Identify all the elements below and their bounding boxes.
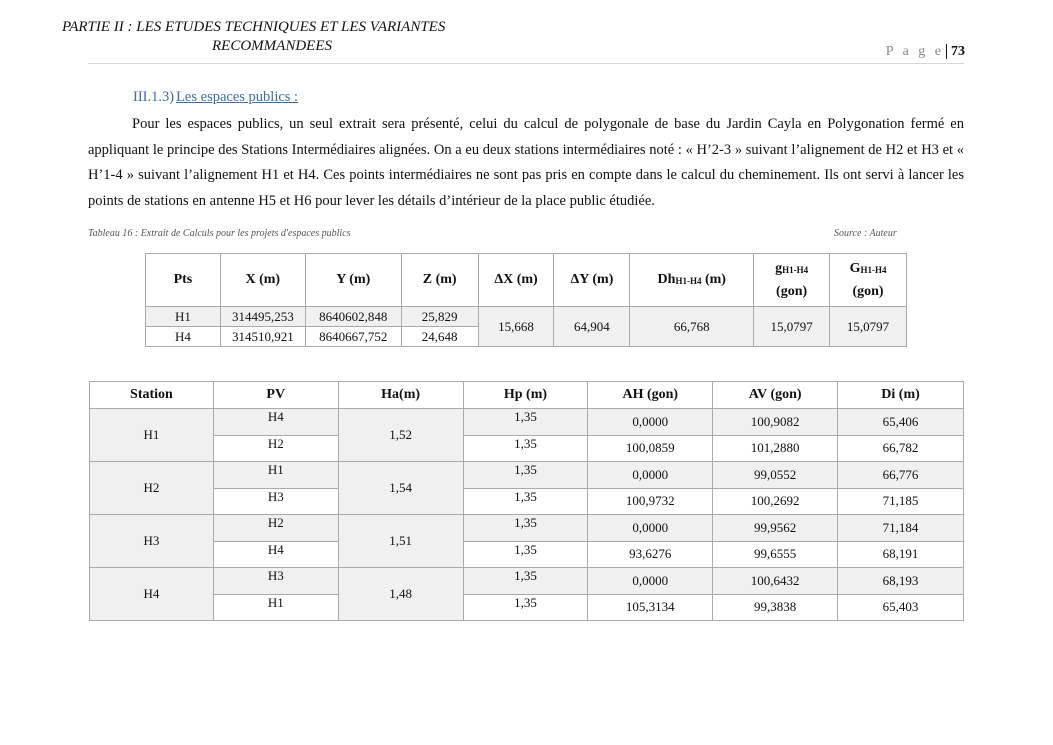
table-row — [90, 488, 964, 515]
table-source: Source : Auteur — [834, 228, 897, 239]
cell-hp: 1,35 — [463, 488, 588, 515]
cell-hp: 1,35 — [463, 409, 588, 436]
section-title: Les espaces publics : — [176, 89, 299, 105]
col-header-pts: Pts — [146, 254, 221, 307]
cell-di: 68,191 — [838, 541, 964, 568]
page-indicator — [886, 44, 965, 60]
cell-hp: 1,35 — [463, 568, 588, 595]
g-large-label: G — [849, 260, 861, 276]
col-header-station: Station — [90, 382, 214, 409]
cell-ah: 0,0000 — [588, 409, 713, 436]
coordinates-header-row — [146, 254, 907, 307]
cell-ha: 1,51 — [338, 515, 463, 568]
col-header-ha: Ha(m) — [338, 382, 463, 409]
section-number: III.1.3) — [133, 89, 175, 105]
cell-di: 71,185 — [838, 488, 964, 515]
cell-z: 24,648 — [401, 327, 478, 347]
cell-hp: 1,35 — [463, 541, 588, 568]
cell-station: H4 — [90, 568, 214, 621]
cell-av: 101,2880 — [713, 435, 838, 462]
cell-ah: 0,0000 — [588, 515, 713, 542]
observations-table — [89, 381, 964, 621]
cell-station: H3 — [90, 515, 214, 568]
cell-hp: 1,35 — [463, 435, 588, 462]
coordinates-table — [145, 253, 907, 347]
cell-dx: 15,668 — [478, 307, 554, 347]
cell-pv: H4 — [213, 409, 338, 436]
table-caption: Tableau 16 : Extrait de Calculs pour les projets d'espaces publics — [88, 228, 351, 239]
document-header-title — [62, 18, 445, 56]
cell-ha: 1,52 — [338, 409, 463, 462]
cell-di: 66,776 — [838, 462, 964, 489]
cell-x: 314510,921 — [220, 327, 305, 347]
col-header-dx: ΔX (m) — [478, 254, 554, 307]
page-label: P a g e — [885, 44, 944, 59]
col-header-av: AV (gon) — [713, 382, 838, 409]
table-row — [90, 409, 964, 436]
col-header-y: Y (m) — [305, 254, 401, 307]
section-heading — [133, 89, 298, 106]
col-header-hp: Hp (m) — [463, 382, 588, 409]
table-row — [90, 515, 964, 542]
cell-pts: H4 — [146, 327, 221, 347]
cell-di: 65,403 — [838, 594, 964, 621]
cell-pv: H2 — [213, 435, 338, 462]
cell-av: 100,9082 — [713, 409, 838, 436]
cell-di: 68,193 — [838, 568, 964, 595]
table-row — [90, 462, 964, 489]
cell-ah: 0,0000 — [588, 568, 713, 595]
cell-dh: 66,768 — [630, 307, 754, 347]
cell-ha: 1,48 — [338, 568, 463, 621]
table-row — [146, 307, 907, 327]
observations-body — [90, 409, 964, 621]
cell-ah: 100,9732 — [588, 488, 713, 515]
header-title-line1: PARTIE II : LES ETUDES TECHNIQUES ET LES VARIANTES — [62, 19, 446, 35]
cell-pts: H1 — [146, 307, 221, 327]
cell-di: 66,782 — [838, 435, 964, 462]
col-header-g-large — [830, 254, 907, 307]
g-small-subscript: H1-H4 — [782, 264, 809, 275]
cell-station: H2 — [90, 462, 214, 515]
col-header-g-small — [754, 254, 830, 307]
cell-di: 65,406 — [838, 409, 964, 436]
cell-pv: H1 — [213, 462, 338, 489]
cell-z: 25,829 — [401, 307, 478, 327]
cell-g-small: 15,0797 — [754, 307, 830, 347]
cell-av: 100,2692 — [713, 488, 838, 515]
cell-pv: H1 — [213, 594, 338, 621]
cell-ah: 0,0000 — [588, 462, 713, 489]
col-header-pv: PV — [213, 382, 338, 409]
table-row — [90, 541, 964, 568]
page-number: 73 — [946, 44, 965, 59]
g-large-subscript: H1-H4 — [860, 264, 887, 275]
g-large-unit: (gon) — [852, 283, 884, 299]
cell-y: 8640667,752 — [305, 327, 401, 347]
dh-label: Dh — [657, 271, 676, 287]
cell-g-large: 15,0797 — [830, 307, 907, 347]
cell-hp: 1,35 — [463, 462, 588, 489]
observations-header-row — [90, 382, 964, 409]
cell-y: 8640602,848 — [305, 307, 401, 327]
cell-av: 99,0552 — [713, 462, 838, 489]
cell-dy: 64,904 — [554, 307, 630, 347]
cell-av: 100,6432 — [713, 568, 838, 595]
dh-unit: (m) — [701, 271, 726, 287]
body-paragraph: Pour les espaces publics, un seul extrait sera présenté, celui du calcul de polygonale de base du Jardin Cayla en Polygonation fermé en appliquant le principe des Stations Intermédiaires alignées. On a eu deux stations intermédiaires noté : « H’2-3 » suivant l’alignement de H2 et H3 et « H’1-4 » suivant l’alignement H1 et H4. Ces points intermédiaires ne sont pas pris en compte dans le calcul du cheminement. Ils ont servi à lancer les points de stations en antenne H5 et H6 pour lever les détails d’intérieur de la place public étudiée. — [88, 116, 964, 209]
cell-hp: 1,35 — [463, 594, 588, 621]
cell-di: 71,184 — [838, 515, 964, 542]
cell-hp: 1,35 — [463, 515, 588, 542]
col-header-dh — [630, 254, 754, 307]
table-row — [90, 568, 964, 595]
cell-pv: H2 — [213, 515, 338, 542]
cell-ah: 100,0859 — [588, 435, 713, 462]
cell-x: 314495,253 — [220, 307, 305, 327]
cell-station: H1 — [90, 409, 214, 462]
cell-pv: H3 — [213, 488, 338, 515]
cell-pv: H4 — [213, 541, 338, 568]
dh-subscript: H1-H4 — [675, 275, 702, 286]
cell-ah: 93,6276 — [588, 541, 713, 568]
table-row — [90, 594, 964, 621]
cell-ah: 105,3134 — [588, 594, 713, 621]
table-row — [90, 435, 964, 462]
g-small-unit: (gon) — [776, 283, 808, 299]
col-header-x: X (m) — [220, 254, 305, 307]
cell-av: 99,9562 — [713, 515, 838, 542]
cell-pv: H3 — [213, 568, 338, 595]
col-header-dy: ΔY (m) — [554, 254, 630, 307]
header-divider — [88, 63, 964, 64]
header-title-line2: RECOMMANDEES — [212, 38, 332, 54]
cell-ha: 1,54 — [338, 462, 463, 515]
cell-av: 99,6555 — [713, 541, 838, 568]
col-header-di: Di (m) — [838, 382, 964, 409]
cell-av: 99,3838 — [713, 594, 838, 621]
col-header-z: Z (m) — [401, 254, 478, 307]
col-header-ah: AH (gon) — [588, 382, 713, 409]
g-small-label: g — [775, 260, 783, 276]
